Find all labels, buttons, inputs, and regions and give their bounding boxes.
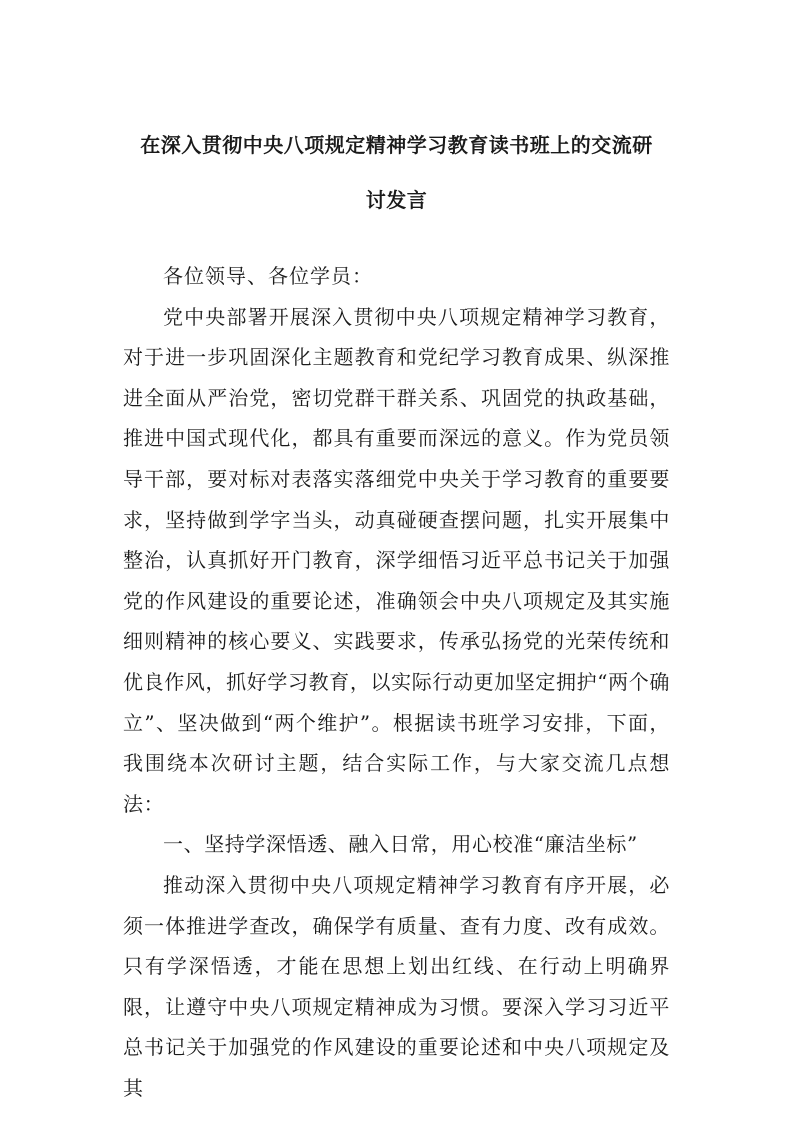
title-line-1: 在深入贯彻中央八项规定精神学习教育读书班上的交流研 (140, 133, 653, 157)
title-line-2: 讨发言 (365, 188, 428, 212)
document-title (123, 118, 670, 228)
body-paragraph-2: 推动深入贯彻中央八项规定精神学习教育有序开展，必须一体推进学查改，确保学有质量、查有力度、改有成效。只有学深悟透，才能在思想上划出红线、在行动上明确界限，让遵守中央八项规定精神成为习惯。要深入学习习近平总书记关于加强党的作风建设的重要论述和中央八项规定及其 (123, 872, 670, 1100)
section-heading-1: 一、坚持学深悟透、融入日常，用心校准“廉洁坐标” (163, 832, 638, 857)
salutation: 各位领导、各位学员： (163, 264, 373, 288)
body-paragraph-1: 党中央部署开展深入贯彻中央八项规定精神学习教育，对于进一步巩固深化主题教育和党纪学习教育成果、纵深推进全面从严治党，密切党群干群关系、巩固党的执政基础，推进中国式现代化，都具有重要而深远的意义。作为党员领导干部，要对标对表落实落细党中央关于学习教育的重要要求，坚持做到学字当头，动真碰硬查摆问题，扎实开展集中整治，认真抓好开门教育，深学细悟习近平总书记关于加强党的作风建设的重要论述，准确领会中央八项规定及其实施细则精神的核心要义、实践要求，传承弘扬党的光荣传统和优良作风，抓好学习教育，以实际行动更加坚定拥护“两个确立”、坚决做到“两个维护”。根据读书班学习安排，下面，我围绕本次研讨主题，结合实际工作，与大家交流几点想法： (123, 304, 670, 816)
